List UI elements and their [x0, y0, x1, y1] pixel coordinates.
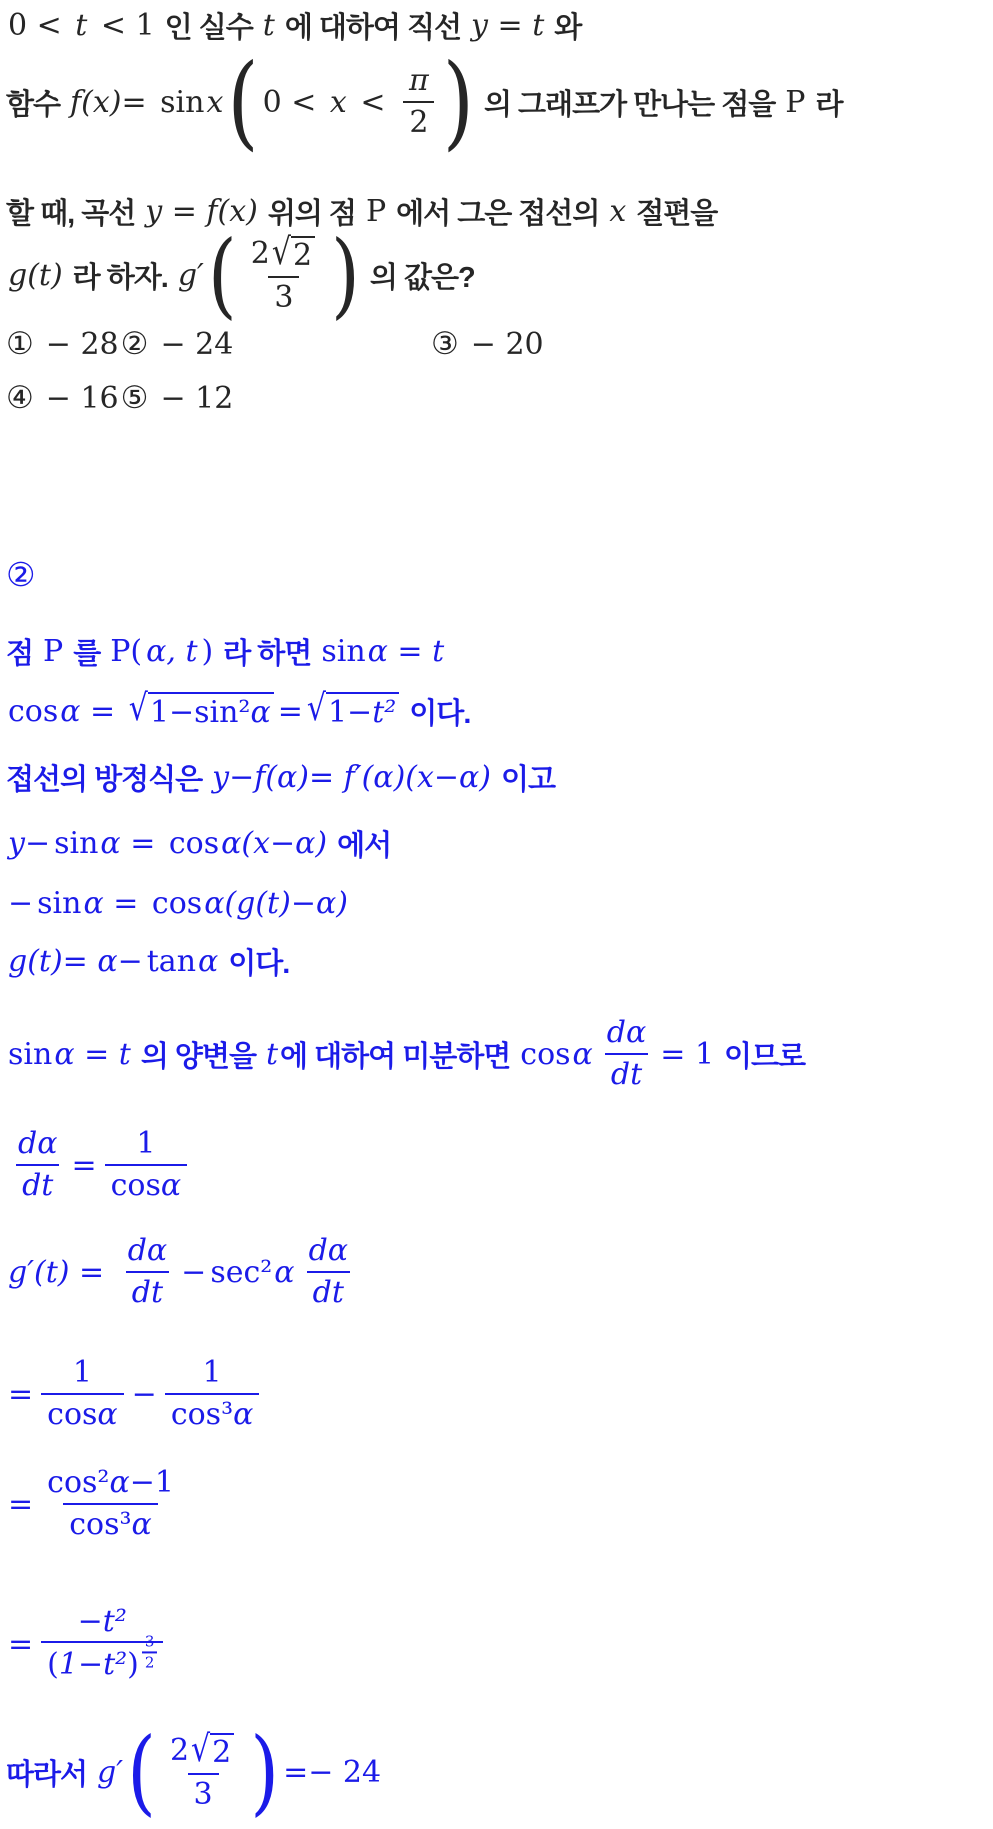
choice-value: − 16 [45, 380, 119, 416]
fraction [165, 1356, 260, 1431]
choices-row-1 [6, 322, 544, 366]
choice-5 [121, 380, 236, 416]
math-token: x [206, 84, 224, 120]
fraction [245, 231, 323, 315]
math-token: y = t [471, 7, 545, 43]
math-token: t [262, 7, 275, 43]
math-token: α = t [54, 1036, 131, 1072]
fraction [41, 1466, 180, 1541]
fraction [403, 64, 435, 139]
math-token: = [8, 1486, 34, 1522]
solution-line-4 [6, 820, 399, 866]
korean-text: 이고 [501, 763, 556, 796]
fraction-denominator [41, 1393, 124, 1432]
fraction-denominator [105, 1164, 188, 1203]
korean-text: 이다. [228, 947, 290, 980]
exponent-denominator: 2 [142, 1651, 158, 1671]
math-token: < [350, 84, 396, 120]
korean-text: 에 대하여 미분하면 [280, 1040, 511, 1073]
solution-line-7 [6, 1006, 813, 1102]
fraction [41, 1356, 124, 1431]
fraction [164, 1728, 242, 1812]
fraction-numerator [245, 231, 323, 276]
choice-marker: ③ [431, 326, 459, 362]
fraction [12, 1127, 63, 1202]
radical-sign: √ [306, 687, 326, 730]
fraction [105, 1127, 188, 1202]
math-token: g′ [177, 257, 204, 293]
korean-text: 할 때, 곡선 [6, 197, 136, 230]
math-function: sin [37, 885, 82, 921]
korean-text: 와 [554, 11, 582, 44]
math-function: sin [160, 84, 205, 120]
math-token: 2 [292, 237, 313, 273]
radical-sign: √ [128, 687, 148, 730]
math-token: α, t [146, 633, 198, 669]
korean-text: 에 대하여 직선 [284, 11, 462, 44]
math-function: sin [8, 1036, 53, 1072]
math-token: t² [372, 695, 397, 730]
math-token: α(x−α) [221, 825, 328, 861]
math-token: P [785, 84, 806, 120]
radical [191, 1728, 234, 1771]
fraction [303, 1234, 354, 1309]
math-token: = [8, 1376, 34, 1412]
math-token: − [8, 885, 34, 921]
math-token: α = [60, 693, 125, 729]
fraction-numerator: π [409, 63, 429, 99]
exponent-fraction [142, 1634, 158, 1671]
choice-value: − 20 [470, 326, 544, 362]
math-token: 0 < [8, 7, 72, 43]
fraction-numerator: 1 [136, 1126, 156, 1162]
radical [271, 231, 315, 274]
fraction [41, 1605, 163, 1684]
korean-text: 따라서 [6, 1758, 88, 1791]
answer-circled-number: ② [6, 554, 36, 594]
fraction-numerator [41, 1466, 180, 1503]
fraction [601, 1016, 652, 1091]
fraction-numerator: dα [606, 1015, 647, 1051]
math-token: ( [47, 1647, 59, 1682]
korean-text: 접선의 방정식은 [6, 763, 203, 796]
fraction-denominator: 3 [188, 1773, 219, 1812]
fraction-denominator [41, 1632, 163, 1683]
choice-marker: ① [6, 326, 34, 362]
math-token: =− 24 [283, 1754, 382, 1790]
choice-1 [6, 326, 121, 362]
fraction-denominator: dt [307, 1271, 350, 1310]
solution-line-6 [6, 938, 297, 984]
math-token: P( [110, 633, 143, 669]
math-function: cos³ [170, 1397, 234, 1432]
solution-line-10 [6, 1348, 265, 1440]
math-token: 0 < [262, 84, 326, 120]
fraction-denominator: 3 [268, 276, 299, 315]
math-function: cos [110, 1168, 161, 1203]
math-token: t [265, 1036, 279, 1072]
math-token: ) [127, 1647, 139, 1682]
math-function: cos [151, 885, 203, 921]
exponent-numerator: 3 [144, 1632, 155, 1651]
math-token: α [233, 1397, 254, 1432]
math-token: α = [83, 885, 148, 921]
choice-marker: ④ [6, 380, 34, 416]
math-token: ) [201, 633, 214, 669]
choice-2 [121, 326, 236, 362]
math-token: α [160, 1168, 182, 1203]
math-token: g(t) [8, 257, 63, 293]
fraction-denominator: dt [126, 1271, 169, 1310]
math-token: α [274, 1254, 295, 1290]
radical-sign: √ [191, 1728, 211, 1771]
korean-text: 의 그래프가 만나는 점을 [483, 88, 776, 121]
fraction-numerator: 1 [202, 1355, 222, 1391]
math-token: 1− [149, 695, 195, 730]
math-function: cos [8, 693, 59, 729]
korean-text: 에서 [337, 829, 392, 862]
choice-value: − 28 [45, 326, 119, 362]
math-token: 2 [169, 1733, 190, 1769]
radical [306, 687, 399, 730]
fraction-denominator: dt [605, 1053, 648, 1092]
korean-text: 위의 점 [267, 197, 356, 230]
solution-line-2 [6, 684, 478, 738]
korean-text: 에서 그은 접선의 [396, 197, 600, 230]
korean-text: 점 [6, 637, 34, 670]
fraction [122, 1234, 173, 1309]
math-token: = [71, 1147, 97, 1183]
choices-row-2 [6, 376, 235, 420]
math-token: < 1 [91, 7, 155, 43]
solution-line-11 [6, 1448, 186, 1560]
problem-line-1 [6, 4, 589, 46]
math-token: α(g(t)−α) [204, 885, 348, 921]
math-token: 2 [212, 1734, 232, 1770]
korean-text: 라 하면 [223, 637, 312, 670]
math-token: 1− [327, 695, 373, 730]
choice-4 [6, 380, 121, 416]
math-token: g′ [97, 1754, 124, 1790]
choice-3 [431, 326, 546, 362]
fraction-numerator: −t² [77, 1603, 127, 1639]
math-token: f(x)= [70, 84, 157, 120]
math-function: tan [146, 943, 197, 979]
math-token: − [131, 1376, 157, 1412]
choice-marker: ⑤ [120, 380, 149, 416]
korean-text: 이다. [409, 697, 471, 730]
math-token: α = t [367, 633, 445, 669]
fraction-numerator [164, 1728, 242, 1773]
korean-text: 이므로 [724, 1040, 806, 1073]
korean-text: 함수 [6, 88, 61, 121]
choice-value: − 12 [160, 380, 234, 416]
math-function: cos² [47, 1465, 110, 1501]
fraction-denominator [165, 1393, 260, 1432]
math-token: = 1 [660, 1036, 715, 1072]
problem-line-4: g(t) 라 하자. g′ ( 2 √ 2 3 ) 의 값은? [8, 221, 475, 329]
math-token: P [365, 193, 387, 229]
korean-text: 의 양변을 [140, 1040, 256, 1073]
solution-line-8 [6, 1120, 193, 1210]
fraction-denominator: dt [16, 1164, 59, 1203]
math-token: x [329, 84, 347, 120]
math-token: α [109, 1465, 130, 1501]
math-token: g(t)= α− [8, 943, 143, 979]
solution-line-12 [6, 1576, 169, 1712]
korean-text: 를 [73, 637, 101, 670]
choice-marker: ② [120, 326, 149, 362]
math-function: sin² [194, 695, 251, 730]
choice-value: − 24 [160, 326, 234, 362]
solution-line-13: 따라서 g′ ( 2 √ 2 3 ) =− 24 [6, 1718, 382, 1826]
math-token: y−f(α)= f′(α)(x−α) [212, 759, 491, 795]
solution-line-5 [6, 880, 350, 926]
math-function: cos [520, 1036, 571, 1072]
math-token: t [75, 7, 88, 43]
math-token: 1−t² [58, 1647, 128, 1682]
math-function: sin [321, 633, 366, 669]
fraction-numerator: dα [308, 1233, 349, 1269]
math-function: cos [168, 825, 220, 861]
math-token: P [43, 633, 64, 669]
korean-text: 의 값은? [369, 261, 475, 294]
fraction-numerator: 1 [72, 1355, 92, 1391]
solution-line-9 [6, 1224, 360, 1320]
korean-text: 라 [815, 88, 843, 121]
math-token: α [250, 695, 271, 730]
korean-text: 라 하자. [72, 261, 168, 294]
math-token: = [277, 693, 303, 729]
fraction-numerator: dα [18, 1126, 58, 1162]
math-token: α [572, 1036, 593, 1072]
fraction-denominator [63, 1503, 158, 1542]
korean-text: 절편을 [636, 197, 718, 230]
math-function: cos [47, 1397, 98, 1432]
radical-sign: √ [271, 231, 291, 274]
solution-answer-marker [6, 550, 36, 598]
math-token: = [8, 1626, 34, 1662]
problem-line-2: 함수 f(x)= sin x ( 0 < x < $\frac{\pi}{2}$ ) 의 그래프가 만나는 점을 P 라 [6, 41, 843, 161]
solution-line-3 [6, 754, 563, 800]
fraction-denominator: 2 [403, 101, 434, 140]
math-token: −1 [129, 1465, 174, 1501]
math-function: sin [54, 825, 99, 861]
math-token: α = [100, 825, 165, 861]
math-token: 2 [250, 236, 270, 272]
radical [128, 687, 274, 730]
solution-line-1 [6, 628, 446, 674]
math-function: sec² [210, 1254, 273, 1290]
math-token: y = f(x) [145, 193, 258, 229]
math-token: α [97, 1397, 118, 1432]
math-token: g′(t) = [8, 1254, 114, 1290]
math-token: y− [8, 825, 51, 861]
math-token: x [609, 193, 627, 229]
math-token: α [198, 943, 219, 979]
fraction-numerator: dα [127, 1233, 168, 1269]
math-token: α [131, 1507, 152, 1542]
korean-text: 인 실수 [164, 11, 253, 44]
math-token: − [181, 1254, 207, 1290]
math-function: cos³ [69, 1507, 132, 1542]
